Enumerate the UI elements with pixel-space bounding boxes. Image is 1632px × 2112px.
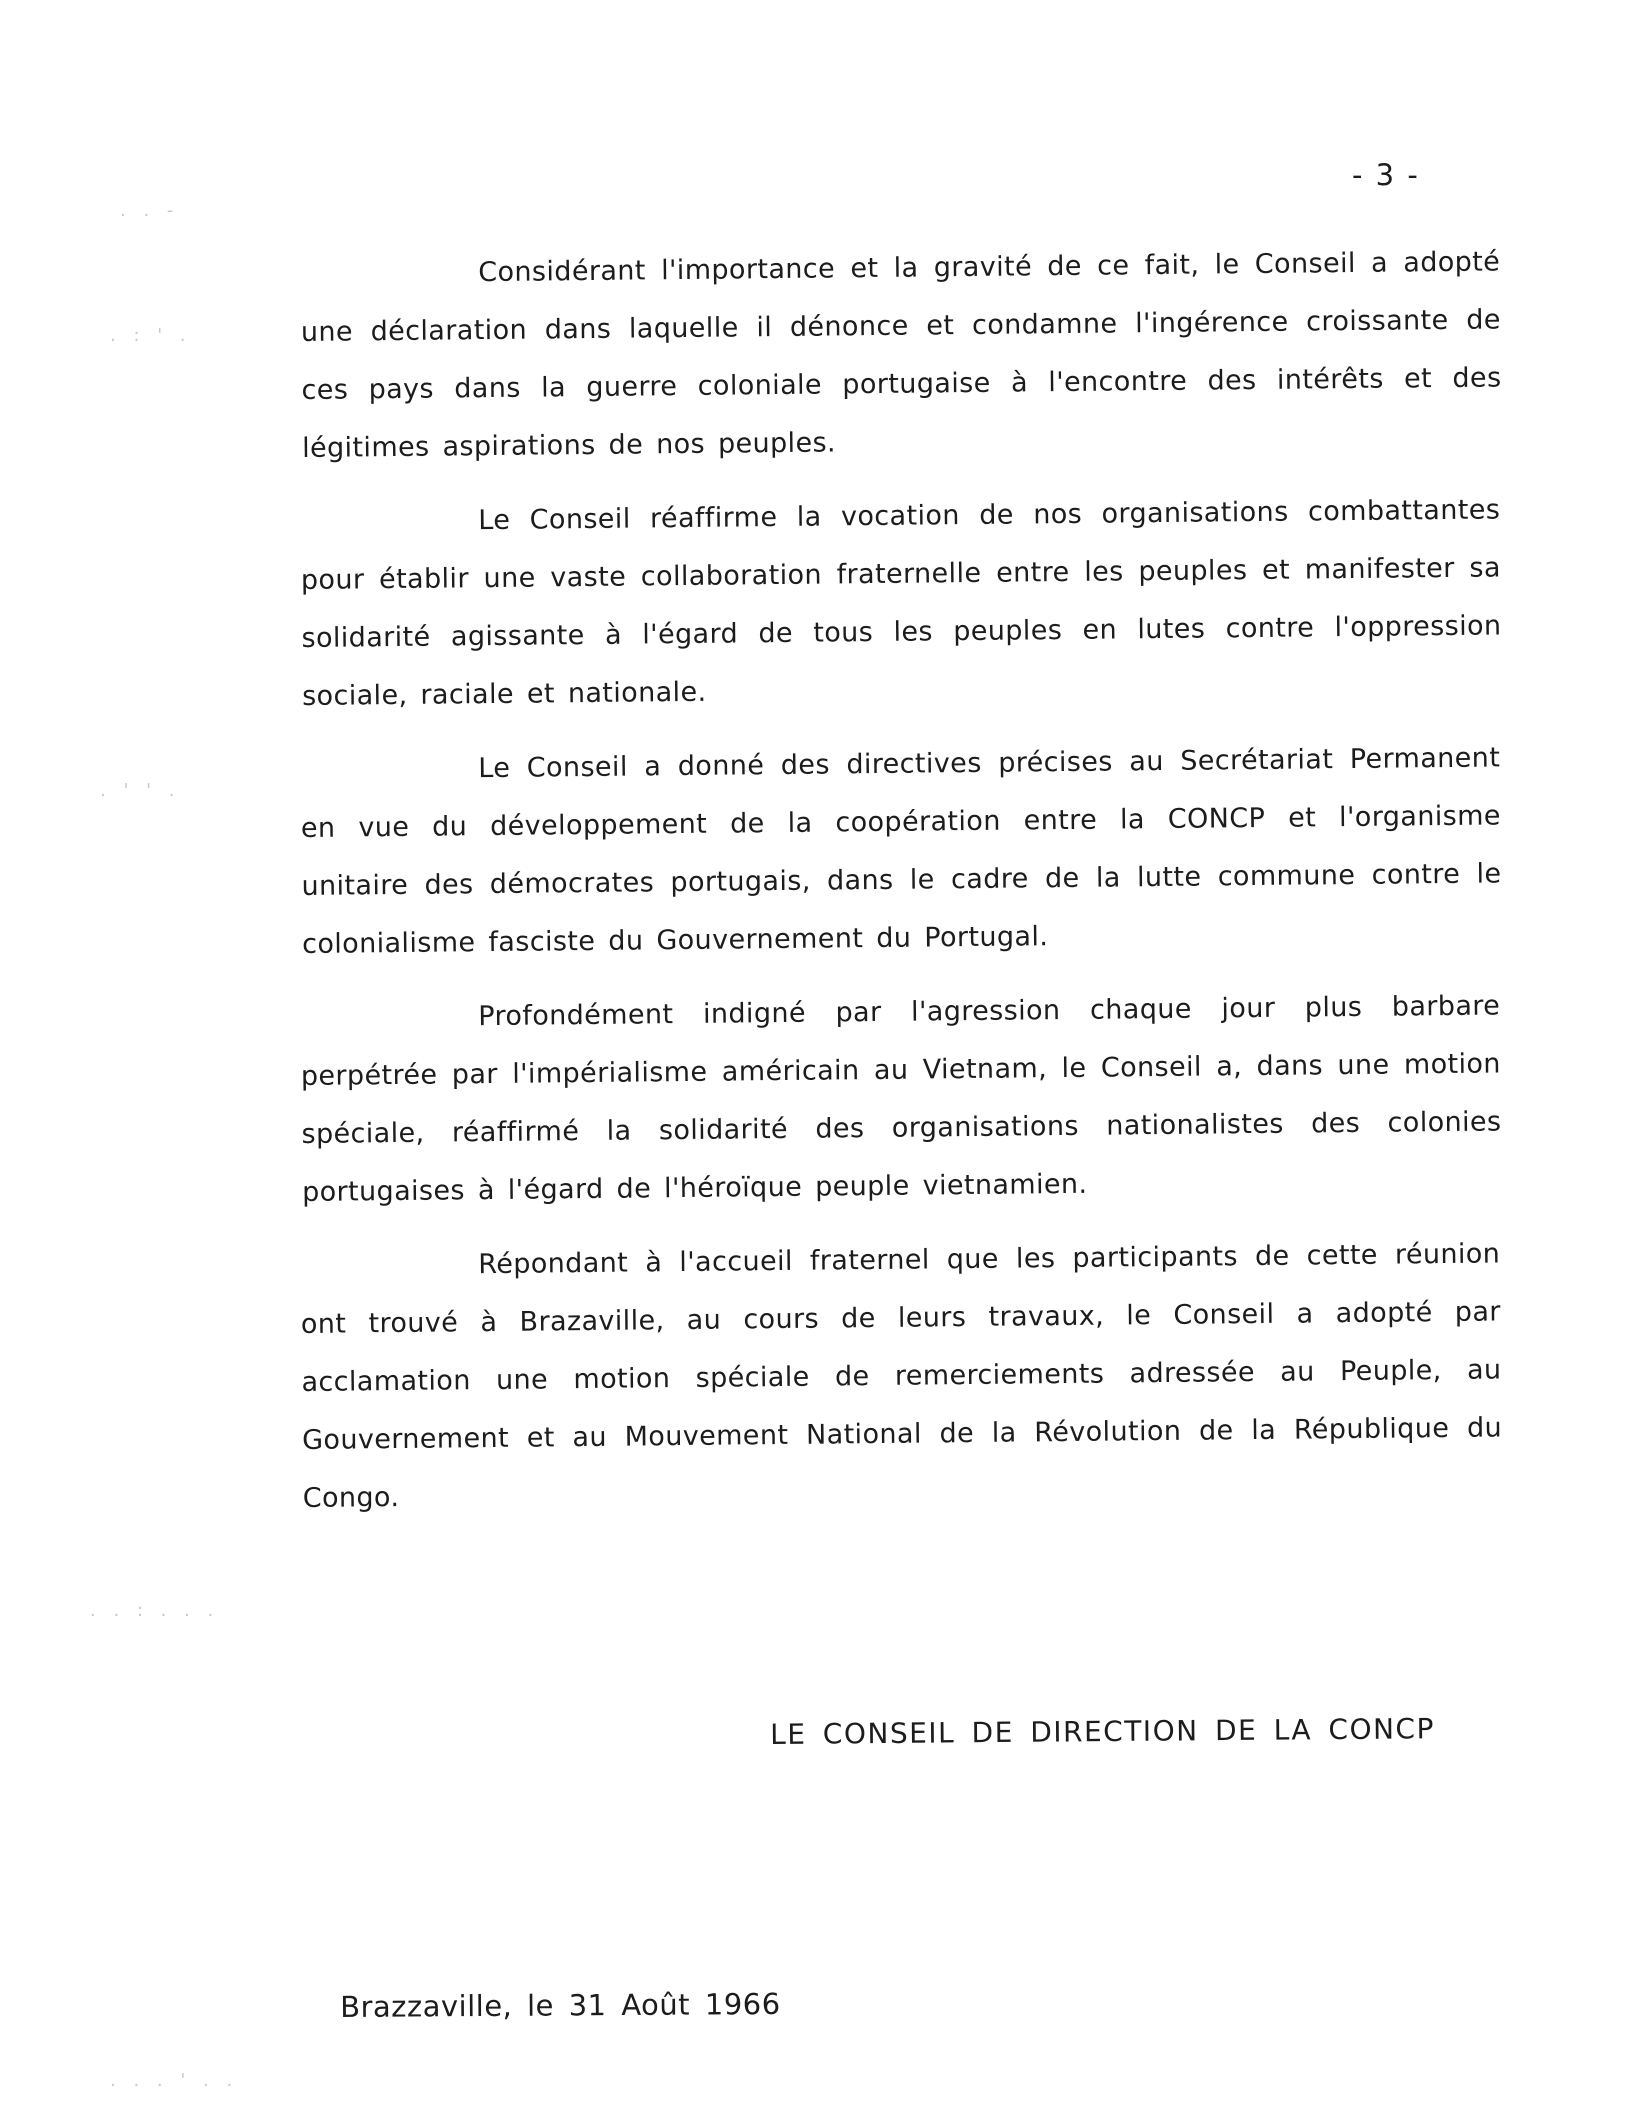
- dateline: Brazzaville, le 31 Août 1966: [340, 1986, 781, 2024]
- scan-artifact: . : ' .: [110, 325, 192, 346]
- scan-artifact: . . -: [120, 200, 180, 221]
- body-text: [300, 246, 1503, 1528]
- paragraph-2: Le Conseil réaffirme la vocation de nos organisations combattantes pour établir une vaste collaboration fraternelle entre les peuples et manifester sa solidarité agissante à l'égard de tous les peuples en lutes contre l'oppression sociale, raciale et nationale.: [300, 494, 1502, 712]
- scan-artifact: . . . ' . .: [110, 2070, 239, 2091]
- scan-artifact: . . : . . .: [90, 1600, 220, 1621]
- scan-artifact: . ' ' .: [100, 780, 181, 801]
- paragraph-3: Le Conseil a donné des directives précises au Secrétariat Permanent en vue du développement de la coopération entre la CONCP et l'organisme unitaire des démocrates portugais, dans le cadre de la lutte commune contre le colonialisme fasciste du Gouvernement du Portugal.: [300, 742, 1502, 960]
- page-number: - 3 -: [1352, 158, 1420, 192]
- paragraph-1: Considérant l'importance et la gravité de ce fait, le Conseil a adopté une déclaration dans laquelle il dénonce et condamne l'ingérence croissante de ces pays dans la guerre coloniale portugaise à l'encontre des intérêts et des légitimes aspirations de nos peuples.: [300, 246, 1502, 464]
- signature-line: LE CONSEIL DE DIRECTION DE LA CONCP: [770, 1712, 1436, 1751]
- paragraph-4: Profondément indigné par l'agression chaque jour plus barbare perpétrée par l'impérialisme américain au Vietnam, le Conseil a, dans une motion spéciale, réaffirmé la solidarité des organisations nationalistes des colonies portugaises à l'égard de l'héroïque peuple vietnamien.: [300, 990, 1502, 1208]
- paragraph-5: Répondant à l'accueil fraternel que les participants de cette réunion ont trouvé à Brazaville, au cours de leurs travaux, le Conseil a adopté par acclamation une motion spéciale de remerciements adressée au Peuple, au Gouvernement et au Mouvement National de la Révolution de la République du Congo.: [300, 1238, 1503, 1514]
